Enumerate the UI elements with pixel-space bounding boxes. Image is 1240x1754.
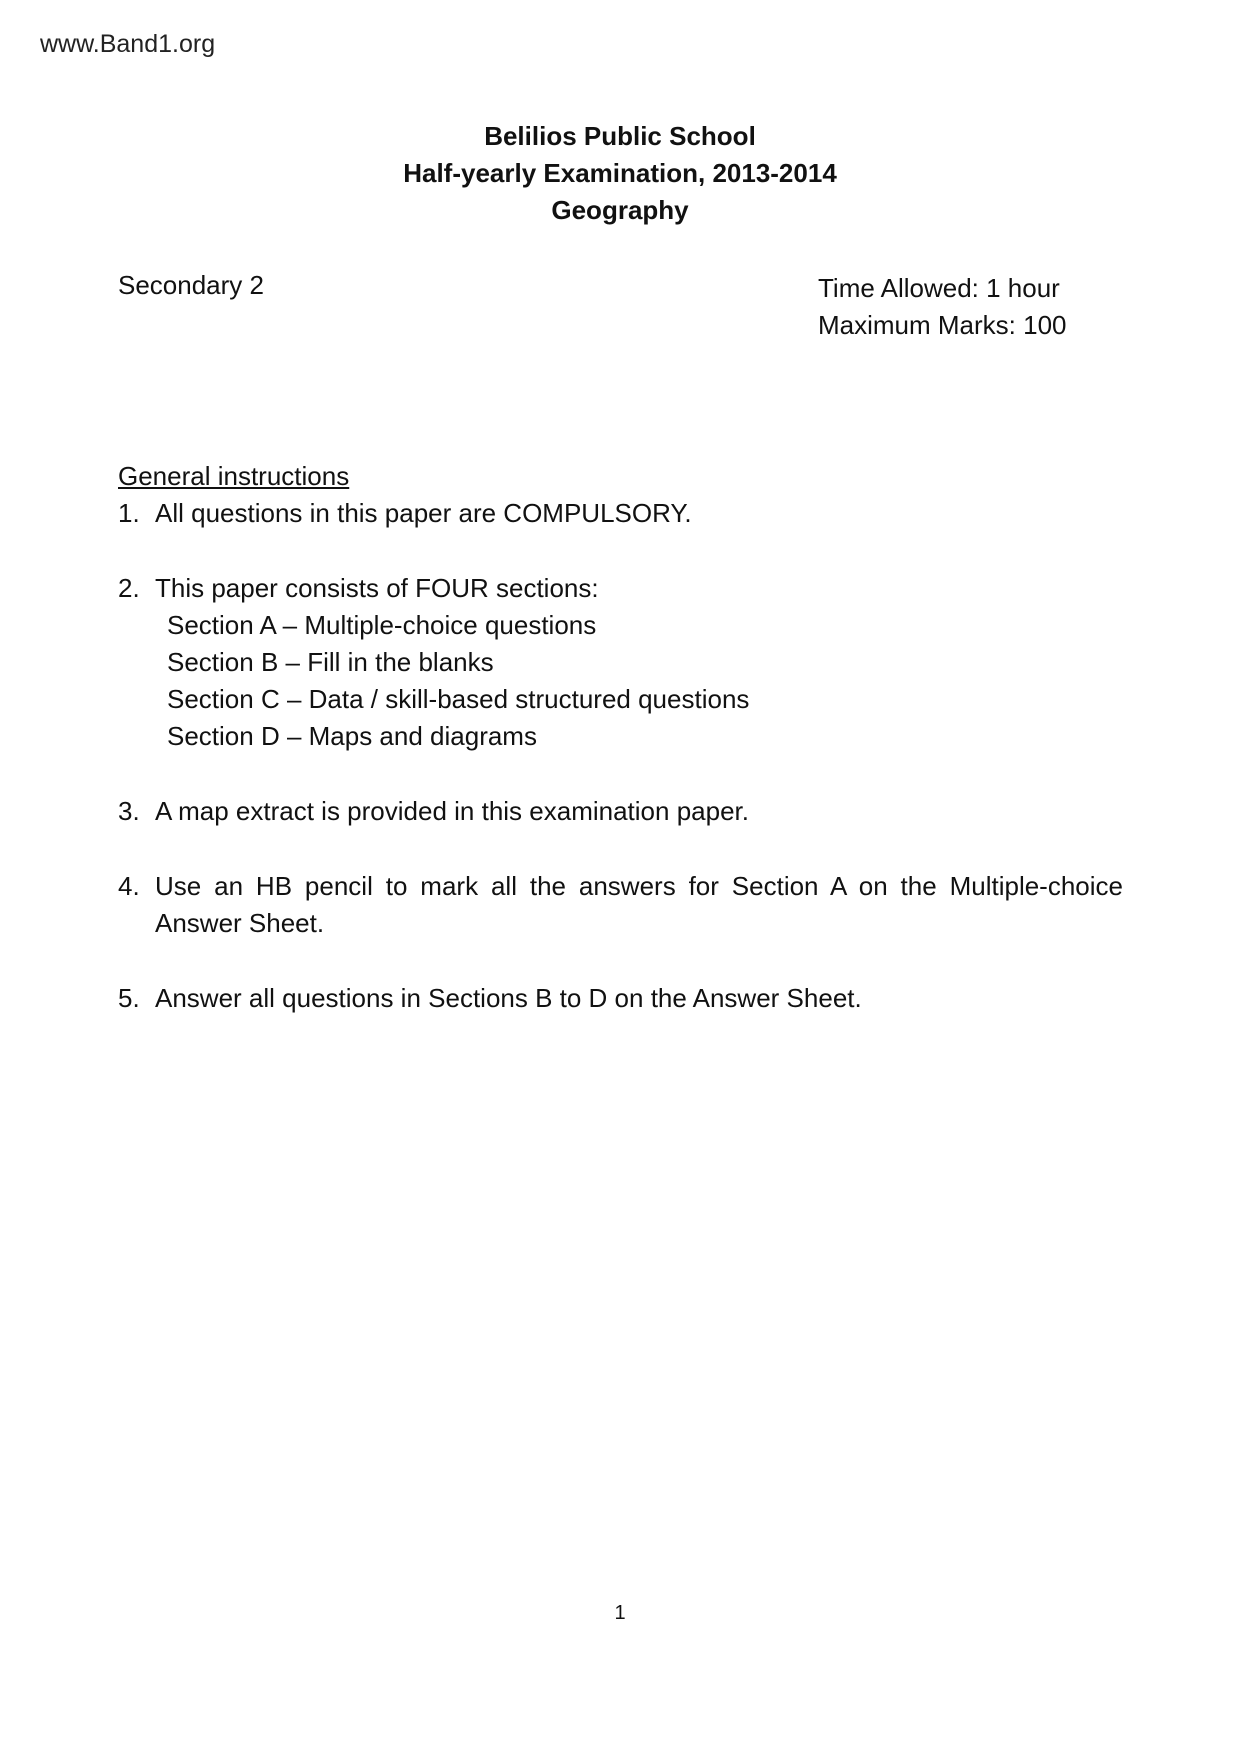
watermark-url: www.Band1.org <box>40 30 216 58</box>
exam-meta <box>818 270 1067 344</box>
instruction-item-4 <box>118 868 1123 942</box>
section-d: Section D – Maps and diagrams <box>167 721 537 751</box>
instruction-item-5 <box>118 980 1123 1017</box>
exam-title: Half-yearly Examination, 2013-2014 <box>403 158 837 188</box>
instruction-item-3 <box>118 793 1123 830</box>
instruction-number: 3. <box>118 796 140 826</box>
instruction-text: Answer all questions in Sections B to D on the Answer Sheet. <box>155 983 862 1013</box>
school-name: Belilios Public School <box>484 121 756 151</box>
time-allowed: Time Allowed: 1 hour <box>818 273 1060 303</box>
instruction-text: Use an HB pencil to mark all the answers for Section A on the Multiple-choice Answer Sheet. <box>155 871 1123 938</box>
maximum-marks: Maximum Marks: 100 <box>818 310 1067 340</box>
instruction-text: A map extract is provided in this examination paper. <box>155 796 749 826</box>
general-instructions <box>118 458 1123 1055</box>
instruction-text: All questions in this paper are COMPULSORY. <box>155 498 692 528</box>
instruction-item-2 <box>118 570 1123 755</box>
instruction-number: 2. <box>118 573 140 603</box>
instructions-heading: General instructions <box>118 461 350 491</box>
instruction-number: 4. <box>118 871 140 901</box>
page-number: 1 <box>614 1602 626 1624</box>
section-b: Section B – Fill in the blanks <box>167 647 494 677</box>
section-list <box>155 607 1123 755</box>
section-a: Section A – Multiple-choice questions <box>167 610 597 640</box>
instruction-number: 1. <box>118 498 140 528</box>
exam-header <box>0 118 1240 229</box>
section-c: Section C – Data / skill-based structured questions <box>167 684 750 714</box>
instruction-number: 5. <box>118 983 140 1013</box>
class-level: Secondary 2 <box>118 270 264 300</box>
instruction-text: This paper consists of FOUR sections: <box>155 573 599 603</box>
instruction-item-1 <box>118 495 1123 532</box>
subject-title: Geography <box>551 195 689 225</box>
